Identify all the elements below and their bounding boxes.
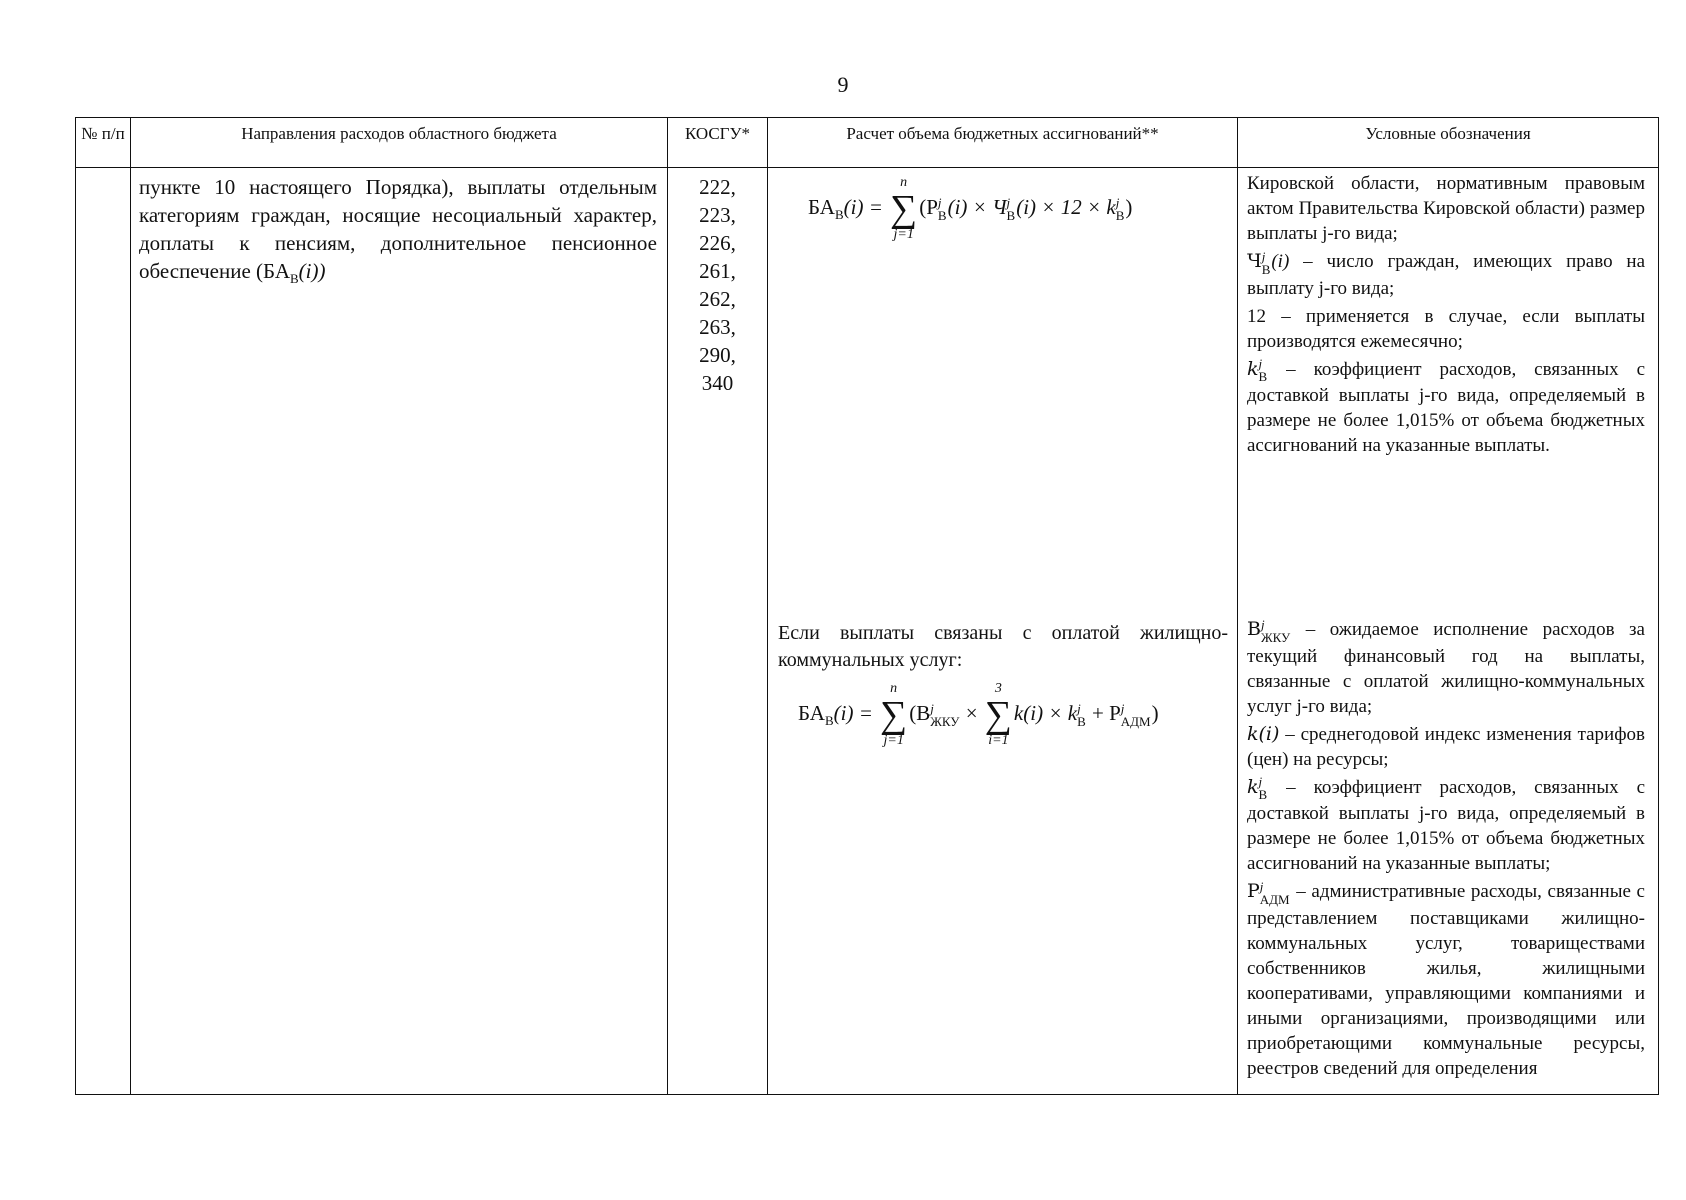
- header-calc: Расчет объема бюджетных ассигнований**: [768, 118, 1238, 168]
- formula-1-lhs-arg: (i) =: [843, 194, 883, 219]
- kosgu-code: 226,: [699, 231, 736, 255]
- formula-2-b: (В: [909, 700, 931, 725]
- note-administrative-costs: Р j АДМ – административные расходы, связанные с представлением поставщиками жилищно-коммунальных услуг, товариществами собственников жилья, жилищными кооперативами, управляющими компаниями и иными организациями, производящими или приобретающими коммунальные ресурсы, реестров сведений для определения: [1247, 878, 1645, 1079]
- formula-2-r-index: j АДМ: [1120, 701, 1151, 729]
- sum-lower-limit: j=1: [893, 227, 914, 242]
- condition-text: Если выплаты связаны с оплатой жилищно-коммунальных услуг:: [778, 622, 1228, 671]
- formula-1-p: (Р: [919, 194, 938, 219]
- summation-sign: [890, 176, 917, 242]
- sigma-icon: ∑: [890, 188, 918, 230]
- formula-2-lhs-arg: (i) =: [833, 700, 873, 725]
- formula-1-ch: (i) × Ч: [947, 194, 1007, 219]
- budget-allocation-table: [75, 117, 1659, 1095]
- kosgu-code: 222,: [699, 175, 736, 199]
- formula-housing-block: [778, 620, 1228, 748]
- formula-1-lhs-sub: В: [834, 207, 844, 222]
- sum-lower-limit: i=1: [988, 733, 1009, 748]
- sum-upper-limit: 3: [994, 681, 1002, 696]
- header-kosgu: КОСГУ*: [668, 118, 768, 168]
- formula-1-close: ): [1125, 194, 1133, 219]
- formula-1-k-index: j В: [1115, 195, 1125, 223]
- formula-2-b-index: j ЖКУ: [930, 701, 960, 729]
- sigma-icon: ∑: [880, 694, 908, 736]
- sigma-icon: ∑: [984, 694, 1012, 736]
- page-number: 9: [837, 72, 849, 97]
- kosgu-code: 263,: [699, 315, 736, 339]
- note-tariff-index: k(i) – среднегодовой индекс изменения тарифов (цен) на ресурсы;: [1247, 722, 1646, 770]
- direction-text: [131, 168, 667, 293]
- cell-notes: [1238, 168, 1659, 1095]
- kosgu-code: 223,: [699, 203, 736, 227]
- notes-block-main: [1247, 171, 1645, 461]
- formula-2-lhs-sub: В: [824, 713, 834, 728]
- header-num: № п/п: [76, 118, 131, 168]
- formula-2-k: k(i) × k: [1013, 700, 1078, 725]
- formula-2-lhs: БА: [798, 700, 825, 725]
- kosgu-code: 340: [701, 371, 734, 395]
- direction-symbol-arg: (i)): [298, 259, 326, 283]
- formula-1-lhs: БА: [808, 194, 835, 219]
- table-header-row: [76, 118, 1659, 168]
- note-continuation: Кировской области, нормативным правовым актом Правительства Кировской области) размер выплаты j-го вида;: [1247, 173, 1645, 244]
- formula-1-ch-index: j В: [1006, 195, 1016, 223]
- header-direction: Направления расходов областного бюджета: [131, 118, 668, 168]
- sum-upper-limit: n: [900, 175, 908, 190]
- notes-block-housing: [1247, 617, 1645, 1084]
- note-monthly: 12 – применяется в случае, если выплаты производятся ежемесячно;: [1247, 305, 1645, 352]
- note-delivery-coefficient: k j В – коэффициент расходов, связанных с доставкой выплаты j-го вида, определяемый в размере не более 1,015% от объема бюджетных ассигнований на указанные выплаты.: [1247, 356, 1646, 457]
- formula-housing: [798, 682, 1228, 748]
- note-citizens-count: Ч j В (i) – число граждан, имеющих право на выплату j-го вида;: [1247, 248, 1646, 299]
- note-delivery-coefficient: k j В – коэффициент расходов, связанных с доставкой выплаты j-го вида, определяемый в размере не более 1,015% от объема бюджетных ассигнований на указанные выплаты;: [1247, 774, 1646, 875]
- formula-2-times: ×: [965, 700, 978, 725]
- cell-num: [76, 168, 131, 1095]
- kosgu-code: 262,: [699, 287, 736, 311]
- table-row: [76, 168, 1659, 1095]
- kosgu-code-list: [668, 168, 767, 397]
- formula-2-k-index: j В: [1077, 701, 1086, 729]
- formula-2-r: + Р: [1091, 700, 1121, 725]
- summation-sign: [985, 682, 1012, 748]
- direction-symbol-sub: В: [289, 271, 299, 287]
- summation-sign: [880, 682, 907, 748]
- cell-kosgu: [668, 168, 768, 1095]
- kosgu-code: 261,: [699, 259, 736, 283]
- kosgu-code: 290,: [699, 343, 736, 367]
- direction-text-body: пункте 10 настоящего Порядка), выплаты отдельным категориям граждан, носящие несоциальный характер, доплаты к пенсиям, дополнительное пенсионное обеспечение (БА: [139, 175, 657, 283]
- cell-direction: [131, 168, 668, 1095]
- formula-2-close: ): [1151, 700, 1159, 725]
- cell-calc: [768, 168, 1238, 1095]
- sum-lower-limit: j=1: [883, 733, 904, 748]
- header-notes: Условные обозначения: [1238, 118, 1659, 168]
- formula-1-k: (i) × 12 × k: [1016, 194, 1116, 219]
- formula-main: [808, 176, 1132, 242]
- formula-1-p-index: j В: [937, 195, 947, 223]
- sum-upper-limit: n: [890, 681, 898, 696]
- note-expected-execution: В j ЖКУ – ожидаемое исполнение расходов за текущий финансовый год на выплаты, связанные с оплатой жилищно-коммунальных услуг j-го вида;: [1247, 616, 1645, 717]
